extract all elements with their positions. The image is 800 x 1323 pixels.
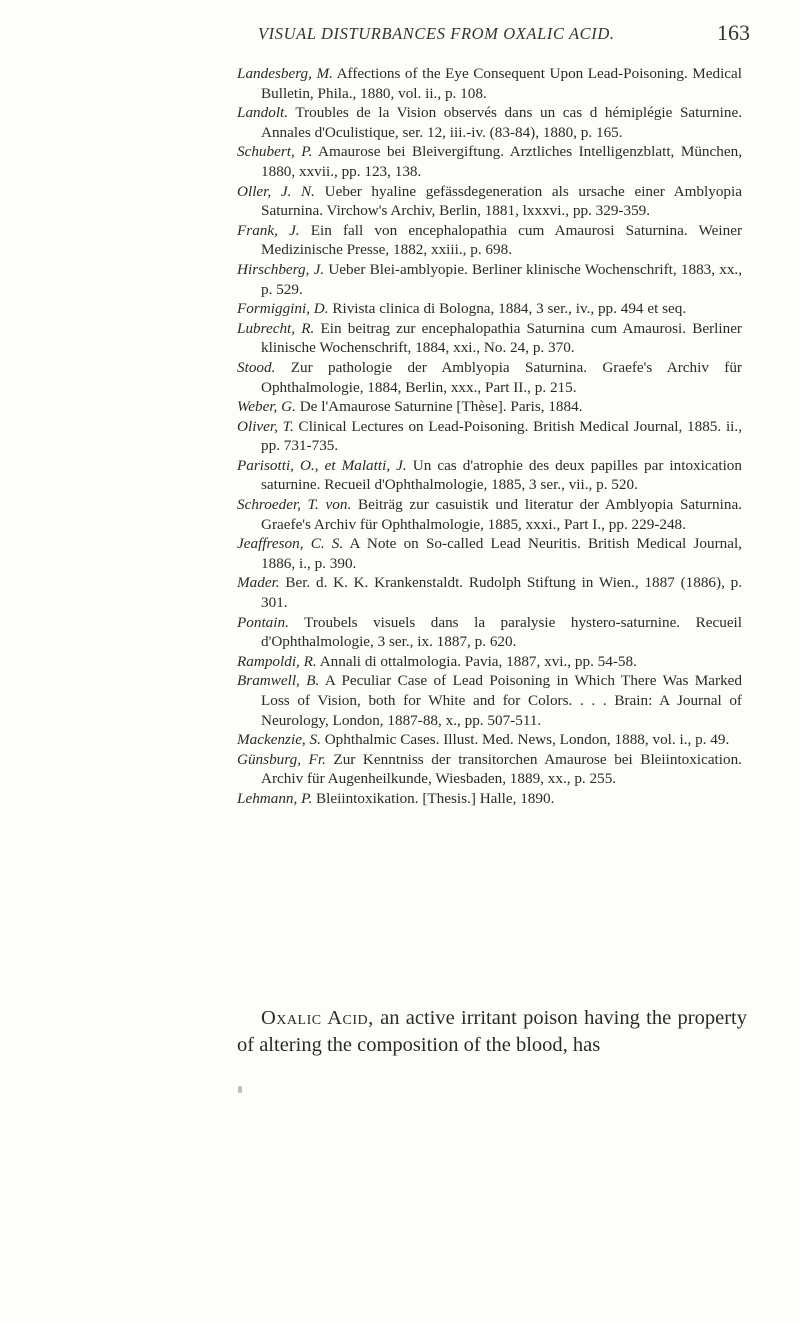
reference-entry <box>237 652 742 672</box>
reference-entry <box>237 671 742 730</box>
reference-text: Ber. d. K. K. Krankenstaldt. Rudolph Stiftung in Wien., 1887 (1886), p. 301. <box>261 574 742 612</box>
reference-text: Troubles de la Vision observés dans un cas d hémiplégie Saturnine. Annales d'Oculistique, ser. 12, iii.-iv. (83-84), 1880, p. 165. <box>261 104 742 141</box>
reference-entry <box>237 182 742 221</box>
reference-text: Annali di ottalmologia. Pavia, 1887, xvi., pp. 54-58. <box>316 652 637 670</box>
reference-entry <box>237 456 742 495</box>
reference-author: Schroeder, T. von. <box>237 496 352 514</box>
reference-author: Bramwell, B. <box>237 672 320 690</box>
reference-author: Frank, J. <box>237 221 300 239</box>
paragraph-lead: Oxalic Acid, <box>261 1007 374 1029</box>
reference-entry <box>237 730 742 750</box>
paragraph-text: an active irritant poison having the property of altering the composition of the blood, has <box>237 1007 747 1056</box>
reference-text: Amaurose bei Bleivergiftung. Arztliches Intelligenzblatt, München, 1880, xxvii., pp. 123, 138. <box>261 143 742 180</box>
reference-text: Troubels visuels dans la paralysie hystero-saturnine. Recueil d'Ophthalmologie, 3 ser., ix. 1887, p. 620. <box>261 613 742 651</box>
reference-text: A Peculiar Case of Lead Poisoning in Which There Was Marked Loss of Vision, both for White and for Colors. . . . Brain: A Journal of Neurology, London, 1887-88, x., pp. 507-511. <box>261 672 742 729</box>
reference-author: Pontain. <box>237 613 289 631</box>
running-head <box>0 20 800 50</box>
reference-entry <box>237 103 742 142</box>
reference-entry <box>237 142 742 181</box>
reference-author: Rampoldi, R. <box>237 652 317 670</box>
reference-author: Mader. <box>237 574 280 592</box>
reference-text: Ueber hyaline gefässdegeneration als ursache einer Amblyopia Saturnina. Virchow's Archiv, Berlin, 1881, lxxxvi., pp. 329-359. <box>261 182 742 220</box>
reference-text: Ueber Blei-amblyopie. Berliner klinische Wochenschrift, 1883, xx., p. 529. <box>261 260 743 298</box>
reference-text: Ein beitrag zur encephalopathia Saturnina cum Amaurosi. Berliner klinische Wochenschrift, 1884, xxi., No. 24, p. 370. <box>261 319 742 357</box>
reference-author: Schubert, P. <box>237 143 313 161</box>
reference-entry <box>237 495 742 534</box>
reference-entry <box>237 299 742 319</box>
reference-entry <box>237 397 742 417</box>
reference-author: Oliver, T. <box>237 417 294 435</box>
reference-entry <box>237 319 742 358</box>
running-title: VISUAL DISTURBANCES FROM OXALIC ACID. <box>258 24 615 43</box>
reference-author: Stood. <box>237 358 276 376</box>
reference-text: Beiträg zur casuistik und literatur der Amblyopia Saturnina. Graefe's Archiv für Ophthalmologie, 1885, xxxi., Part I., pp. 229-248. <box>261 496 742 533</box>
reference-author: Hirschberg, J. <box>237 260 325 278</box>
reference-text: Bleiintoxikation. [Thesis.] Halle, 1890. <box>312 789 555 807</box>
page-number: 163 <box>717 20 750 45</box>
reference-author: Landesberg, M. <box>237 65 333 82</box>
reference-text: Clinical Lectures on Lead-Poisoning. British Medical Journal, 1885. ii., pp. 731-735. <box>261 417 742 455</box>
reference-text: A Note on So-called Lead Neuritis. British Medical Journal, 1886, i., p. 390. <box>261 535 742 572</box>
body-paragraph <box>237 1005 747 1059</box>
reference-text: De l'Amaurose Saturnine [Thèse]. Paris, 1884. <box>295 398 583 416</box>
reference-author: Lehmann, P. <box>237 789 313 807</box>
reference-author: Oller, J. N. <box>237 182 315 200</box>
reference-text: Zur pathologie der Amblyopia Saturnina. Graefe's Archiv für Ophthalmologie, 1884, Berlin, xxx., Part II., p. 215. <box>261 358 742 396</box>
reference-entry <box>237 789 742 809</box>
reference-text: Un cas d'atrophie des deux papilles par intoxication saturnine. Recueil d'Ophthalmologie, 1885, 3 ser., vii., p. 520. <box>261 456 742 494</box>
reference-text: Zur Kenntniss der transitorchen Amaurose bei Bleiintoxication. Archiv für Augenheilkunde, Wiesbaden, 1889, xx., p. 255. <box>261 750 742 788</box>
reference-author: Formiggini, D. <box>237 300 329 318</box>
reference-entry <box>237 64 742 103</box>
reference-author: Jeaffreson, C. S. <box>237 535 344 553</box>
reference-entry <box>237 534 742 573</box>
reference-entry <box>237 221 742 260</box>
reference-author: Günsburg, Fr. <box>237 750 326 768</box>
reference-entry <box>237 417 742 456</box>
reference-author: Parisotti, O., et Malatti, J. <box>237 456 407 474</box>
reference-author: Mackenzie, S. <box>237 731 321 749</box>
reference-entry <box>237 573 742 612</box>
reference-entry <box>237 613 742 652</box>
reference-entry <box>237 260 742 299</box>
reference-author: Weber, G. <box>237 398 296 416</box>
reference-author: Lubrecht, R. <box>237 319 315 337</box>
bibliography-list <box>0 64 800 809</box>
reference-entry <box>237 750 742 789</box>
reference-entry <box>237 358 742 397</box>
ink-speck <box>238 1086 242 1093</box>
reference-author: Landolt. <box>237 104 289 122</box>
reference-text: Ophthalmic Cases. Illust. Med. News, London, 1888, vol. i., p. 49. <box>320 731 730 749</box>
reference-text: Ein fall von encephalopathia cum Amaurosi Saturnina. Weiner Medizinische Presse, 1882, xxiii., p. 698. <box>261 221 742 259</box>
reference-text: Affections of the Eye Consequent Upon Lead-Poisoning. Medical Bulletin, Phila., 1880, vol. ii., p. 108. <box>261 65 743 102</box>
reference-text: Rivista clinica di Bologna, 1884, 3 ser., iv., pp. 494 et seq. <box>328 300 687 318</box>
